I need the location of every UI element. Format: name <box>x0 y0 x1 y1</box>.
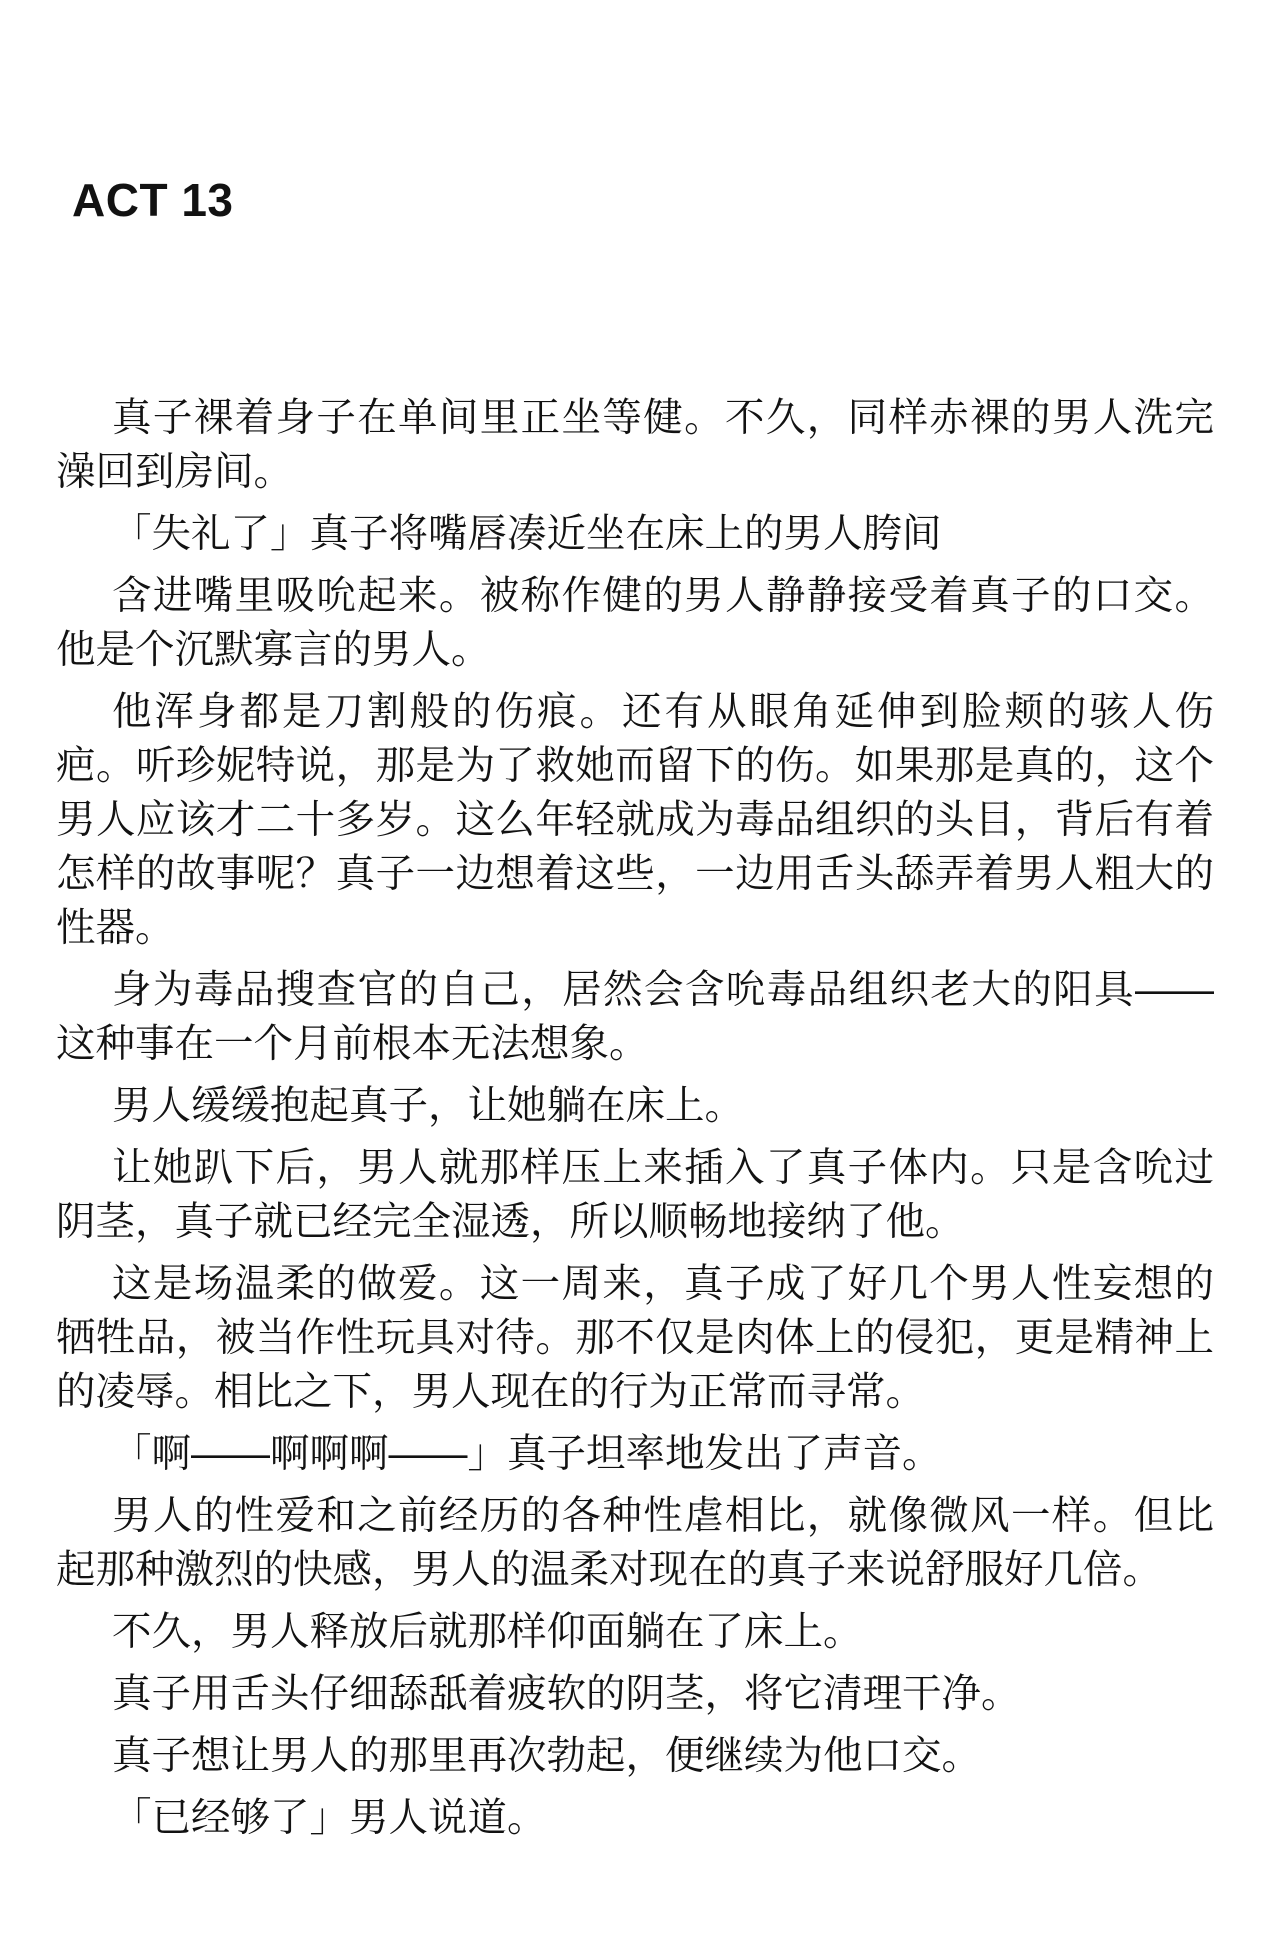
paragraph: 他浑身都是刀割般的伤痕。还有从眼角延伸到脸颊的骇人伤疤。听珍妮特说，那是为了救她而留下的伤。如果那是真的，这个男人应该才二十多岁。这么年轻就成为毒品组织的头目，背后有着怎样的故事呢？真子一边想着这些，一边用舌头舔弄着男人粗大的性器。 <box>56 690 1214 950</box>
chapter-body <box>0 391 1280 1845</box>
paragraph: 身为毒品搜查官的自己，居然会含吮毒品组织老大的阳具——这种事在一个月前根本无法想象。 <box>56 968 1214 1066</box>
paragraph: 不久，男人释放后就那样仰面躺在了床上。 <box>112 1610 863 1654</box>
paragraph: 这是场温柔的做爱。这一周来，真子成了好几个男人性妄想的牺牲品，被当作性玩具对待。那不仅是肉体上的侵犯，更是精神上的凌辱。相比之下，男人现在的行为正常而寻常。 <box>56 1262 1214 1414</box>
paragraph: 让她趴下后，男人就那样压上来插入了真子体内。只是含吮过阴茎，真子就已经完全湿透，所以顺畅地接纳了他。 <box>56 1146 1214 1244</box>
paragraph: 真子裸着身子在单间里正坐等健。不久，同样赤裸的男人洗完澡回到房间。 <box>56 396 1214 494</box>
paragraph: 真子想让男人的那里再次勃起，便继续为他口交。 <box>112 1734 981 1778</box>
paragraph: 男人的性爱和之前经历的各种性虐相比，就像微风一样。但比起那种激烈的快感，男人的温柔对现在的真子来说舒服好几倍。 <box>56 1494 1214 1592</box>
paragraph: 「已经够了」男人说道。 <box>112 1796 547 1840</box>
paragraph: 「啊——啊啊啊——」真子坦率地发出了声音。 <box>112 1432 942 1476</box>
paragraph: 「失礼了」真子将嘴唇凑近坐在床上的男人胯间 <box>112 512 942 556</box>
paragraph: 真子用舌头仔细舔舐着疲软的阴茎，将它清理干净。 <box>112 1672 1021 1716</box>
paragraph: 含进嘴里吸吮起来。被称作健的男人静静接受着真子的口交。他是个沉默寡言的男人。 <box>56 574 1214 672</box>
paragraph: 男人缓缓抱起真子，让她躺在床上。 <box>112 1084 744 1128</box>
chapter-heading: ACT 13 <box>72 174 234 226</box>
